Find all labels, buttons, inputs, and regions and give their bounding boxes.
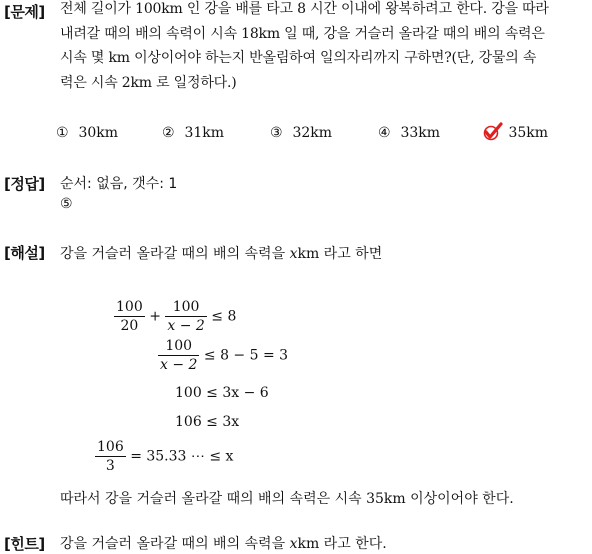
variable-x: x bbox=[289, 246, 298, 262]
choice-number: ① bbox=[56, 125, 69, 141]
problem-line: 시속 몇 km 이상이어야 하는지 반올림하여 일의자리까지 구하면?(단, 강물의 속 bbox=[60, 50, 537, 66]
choice-text: 32km bbox=[292, 125, 333, 141]
equation-3: 100 ≤ 3x − 6 bbox=[175, 385, 269, 401]
fraction: $\frac{100}{x - 2}$ bbox=[167, 299, 205, 334]
fraction: $\frac{100}{x - 2}$ bbox=[160, 338, 198, 373]
choice-number: ② bbox=[162, 125, 175, 141]
problem-line: 전체 길이가 100km 인 강을 배를 타고 8 시간 이내에 왕복하려고 한다. 강을 따라 bbox=[60, 1, 549, 17]
variable-x: x bbox=[289, 536, 298, 552]
problem-line: 내려갈 때의 배의 속력이 시속 18km 일 때, 강을 거슬러 올라갈 때의 배의 속력은 bbox=[60, 25, 545, 42]
choice-text: 35km bbox=[508, 125, 549, 141]
hint-text: 강을 거슬러 올라갈 때의 배의 속력을 xkm 라고 한다. bbox=[60, 536, 387, 552]
choice-list bbox=[56, 125, 590, 147]
fraction: $\frac{100}{20}$ bbox=[116, 299, 143, 334]
choice-3[interactable] bbox=[270, 125, 332, 141]
hint-tag: [힌트] bbox=[4, 535, 45, 553]
problem-tag: [문제] bbox=[4, 3, 45, 21]
answer-tag: [정답] bbox=[4, 175, 45, 193]
explanation-conclusion: 따라서 강을 거슬러 올라갈 때의 배의 속력은 시속 35km 이상이어야 한다. bbox=[60, 491, 514, 507]
choice-text: 33km bbox=[400, 125, 441, 141]
choice-text: 30km bbox=[78, 125, 119, 141]
explanation-tag: [해설] bbox=[4, 244, 45, 262]
choice-number: ④ bbox=[378, 125, 391, 141]
choice-4[interactable] bbox=[378, 125, 440, 141]
equation-1: $\frac{100}{20}$ + $\frac{100}{x - 2}$ ≤ 8 bbox=[116, 299, 237, 334]
fraction: $\frac{106}{3}$ bbox=[97, 439, 124, 474]
choice-text: 31km bbox=[184, 125, 225, 141]
answer-value: ⑤ bbox=[60, 196, 73, 212]
equation-5: $\frac{106}{3}$ = 35.33 ⋯ ≤ x bbox=[97, 439, 234, 474]
equation-4: 106 ≤ 3x bbox=[175, 414, 240, 430]
choice-number: ③ bbox=[270, 125, 283, 141]
checkmark-icon bbox=[482, 121, 504, 143]
explanation-intro: 강을 거슬러 올라갈 때의 배의 속력을 xkm 라고 하면 bbox=[60, 246, 383, 262]
answer-info: 순서: 없음, 갯수: 1 bbox=[60, 176, 178, 192]
choice-1[interactable] bbox=[56, 125, 118, 141]
choice-number: ⑤ bbox=[486, 125, 504, 141]
choice-2[interactable] bbox=[162, 125, 224, 141]
problem-line: 력은 시속 2km 로 일정하다.) bbox=[60, 74, 237, 91]
problem-text bbox=[60, 0, 588, 95]
choice-5[interactable] bbox=[486, 125, 548, 141]
equation-2: $\frac{100}{x - 2}$ ≤ 8 − 5 = 3 bbox=[160, 338, 289, 373]
